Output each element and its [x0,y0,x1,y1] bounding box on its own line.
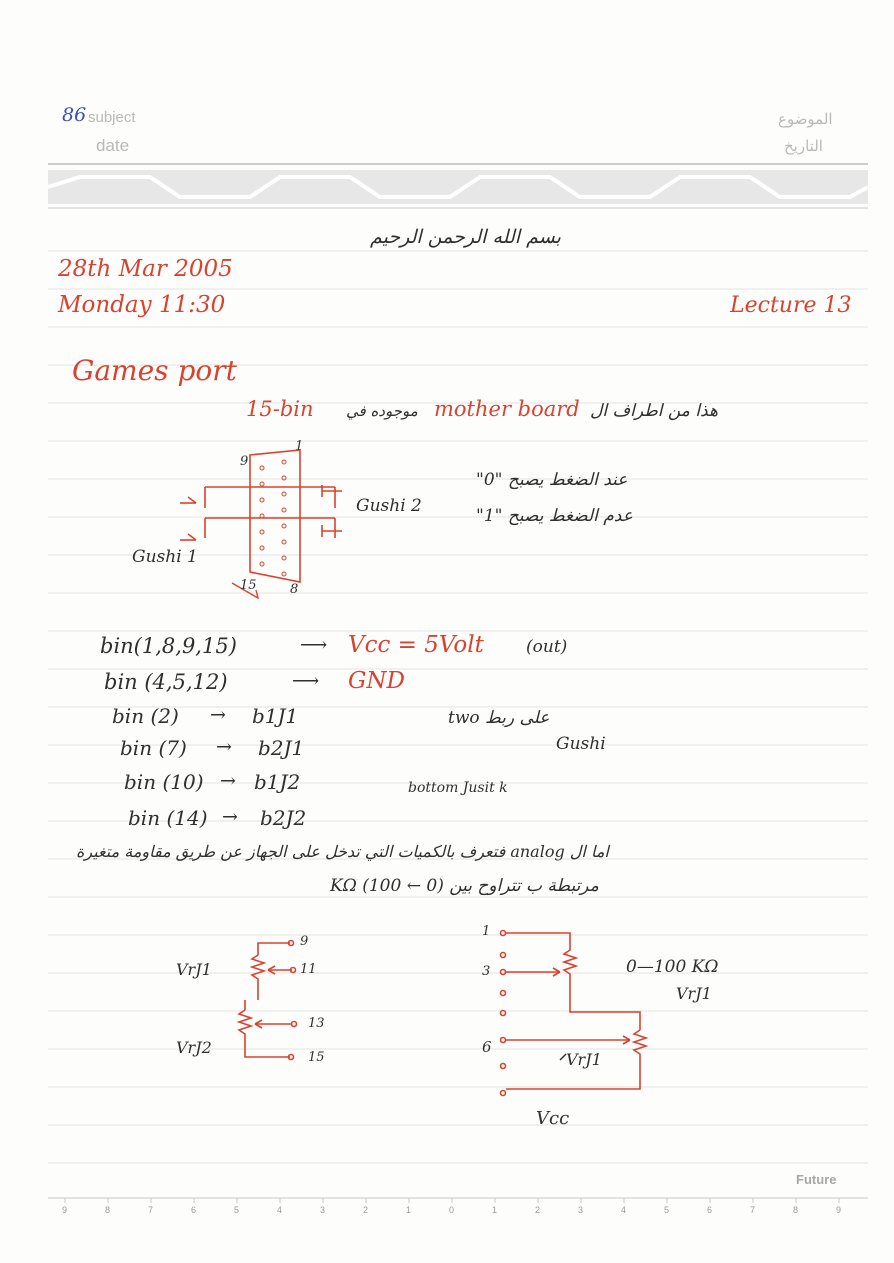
right-pin-6: 6 [482,1038,492,1056]
mb-note-right: هذا من اطراف ال [590,401,718,421]
note-released: عدم الضغط يصبح "1" [476,506,633,526]
ruler-tick: 1 [492,1205,498,1215]
ruler-tick: 3 [578,1205,584,1215]
subject-label-ar: الموضوع [778,111,833,128]
date-line: 28th Mar 2005 [58,256,233,282]
ruler-tick: 2 [535,1205,541,1215]
topic-title: Games port [72,354,237,387]
subject-label: subject [88,109,136,126]
gushi-2-label: Gushi 2 [356,496,422,516]
date-label-ar: التاريخ [784,138,823,155]
page-number: 86 [62,104,87,126]
ruler-tick: 9 [62,1205,68,1215]
ruler-tick: 3 [320,1205,326,1215]
pin-row-arrow: ⟶ [292,670,320,692]
connector-pin-9: 9 [240,454,249,469]
vcc-label: Vcc [536,1108,570,1129]
pin-row-left: bin (4,5,12) [104,670,228,694]
pin-row-right: b2J2 [260,806,307,830]
pin-row-right: b1J1 [252,704,299,728]
ruler-tick: 1 [406,1205,412,1215]
pin-row-right: b2J1 [258,736,305,760]
date-label: date [96,136,130,155]
pin-row-right: b1J2 [254,770,301,794]
pin-row-left: bin (10) [124,770,204,794]
ruler-tick: 9 [836,1205,842,1215]
title-basmala: بسم الله الرحمن الرحيم [370,226,561,248]
ruler-tick: 8 [105,1205,111,1215]
pin-row-arrow: ⟶ [300,634,328,656]
pin-row-right: Vcc = 5Volt [348,632,484,658]
pin-row-left: bin (2) [112,704,179,728]
connector-pin-1: 1 [295,439,304,454]
connector-pin-8: 8 [290,582,299,597]
ruler-tick: 6 [707,1205,713,1215]
mb-note-left: موجوده في [346,402,418,420]
vr-j2-label: VrJ2 [176,1038,212,1057]
pin-row-right: GND [348,668,405,694]
pin-row-arrow: → [210,704,226,726]
ruler-tick: 7 [750,1205,756,1215]
left-pin-11: 11 [300,962,317,977]
ruler-tick: 0 [449,1205,455,1215]
vr-j1-label: VrJ1 [176,960,212,979]
bottom-note: bottom Jusit k [408,780,508,796]
left-pin-15: 15 [308,1050,325,1065]
right-pin-1: 1 [482,924,491,939]
ruler-tick: 7 [148,1205,154,1215]
vr-j1-right-label: VrJ1 [566,1050,602,1069]
resistance-range-label: VrJ1 [676,984,712,1003]
ruler-tick: 2 [363,1205,369,1215]
ruler-tick: 5 [664,1205,670,1215]
pin-row-arrow: → [220,770,236,792]
ruler-tick: 4 [277,1205,283,1215]
note-pressed: عند الضغط يصبح "0" [476,470,628,490]
ruler-tick: 6 [191,1205,197,1215]
day-line: Monday 11:30 [58,292,226,318]
pin-row-left: bin (14) [128,806,208,830]
left-pin-9: 9 [300,934,309,949]
connector-pin-15: 15 [240,578,257,593]
gushi-note-en: Gushi [556,734,606,754]
analog-paragraph-1: اما ال analog فتعرف بالكميات التي تدخل على الجهاز عن طريق مقاومة متغيرة [76,842,609,861]
pin-count: 15-bin [246,397,314,421]
ruler-tick: 8 [793,1205,799,1215]
left-pin-13: 13 [308,1016,325,1031]
mb-note-en: mother board [434,397,580,421]
pin-row-arrow: → [216,736,232,758]
gushi-1-label: Gushi 1 [132,547,198,567]
analog-paragraph-2: مرتبطة ب تتراوح بين (0 ← 100) KΩ [330,876,599,896]
lecture-number: Lecture 13 [730,293,852,318]
ruler-tick: 5 [234,1205,240,1215]
resistance-range: 0—100 KΩ [626,957,719,977]
pin-row-extra: (out) [526,637,568,657]
ruler-tick: 4 [621,1205,627,1215]
pin-row-left: bin(1,8,9,15) [100,634,237,658]
right-pin-3: 3 [482,964,491,979]
gushi-note-ar: على ربط two [448,708,550,728]
brand-logo: Future [796,1172,837,1187]
pin-row-arrow: → [222,806,238,828]
pin-row-left: bin (7) [120,736,187,760]
